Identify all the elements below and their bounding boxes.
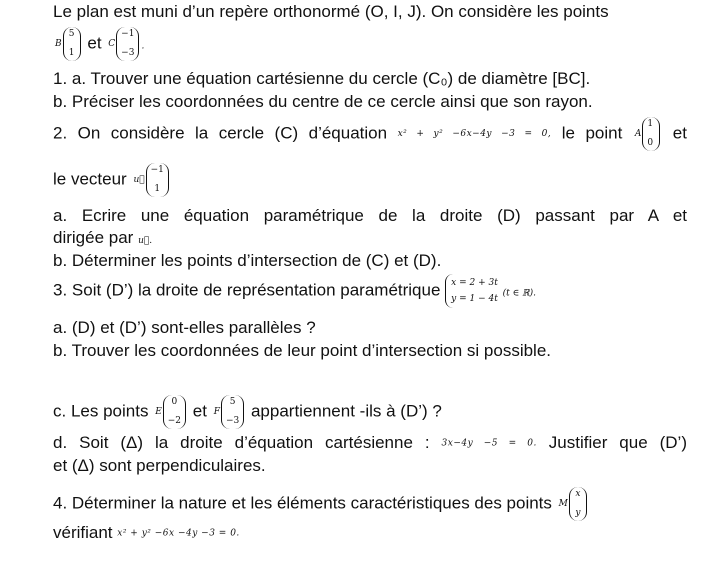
vector-u-ref: u⃗. (138, 236, 153, 246)
point-b-x: 5 (68, 29, 75, 39)
points-bc-line (53, 27, 144, 61)
point-b-label: B (55, 39, 62, 49)
vector-u-line (53, 163, 171, 197)
point-c-coords (116, 27, 139, 61)
q3d-end-text: et (Δ) sont perpendiculaires. (53, 456, 266, 475)
et-text: et (672, 123, 687, 143)
point-b-coords (63, 27, 81, 61)
point-f-x: 5 (229, 397, 236, 407)
point-m-x: x (575, 489, 581, 499)
q2-line (53, 117, 687, 151)
point-a-coords (642, 117, 660, 151)
point-e-x: 0 (171, 397, 178, 407)
point-f-y: −3 (225, 416, 240, 426)
delta-equation: 3x−4y −5 = 0. (441, 438, 537, 449)
q3d-end-line (53, 456, 266, 476)
point-f-coords (221, 395, 244, 429)
q3a-line (53, 318, 316, 338)
point-e (155, 395, 186, 429)
q4-line (53, 487, 589, 521)
point-a-x: 1 (647, 119, 654, 129)
q3b-text: b. Trouver les coordonnées de leur point d’intersection si possible. (53, 341, 552, 360)
q2a-cont-line (53, 228, 152, 251)
q3c-text: c. Les points (53, 401, 149, 421)
point-m-label: M (558, 499, 568, 509)
final-equation: x² + y² −6x −4y −3 = 0. (117, 528, 240, 539)
q2a-text: a. Ecrire une équation paramétrique de la droite (D) passant par A et (53, 206, 687, 225)
et-text: et (192, 401, 207, 421)
le-point-text: le point (561, 123, 623, 143)
vector-u-coords (146, 163, 169, 197)
point-b-y: 1 (68, 48, 75, 58)
point-b (55, 27, 81, 61)
vector-u-x: −1 (150, 165, 164, 175)
system-line-x: x = 2 + 3t (451, 278, 498, 288)
q3c-cont-text: appartiennent -ils à (D’) ? (250, 401, 442, 421)
system-condition: (t ∈ ℝ). (502, 288, 536, 299)
point-m-y: y (575, 508, 581, 518)
q1a-text: 1. a. Trouver une équation cartésienne du cercle (C₀) de diamètre [BC]. (53, 69, 591, 88)
verif-text: vérifiant (53, 523, 113, 542)
point-c (108, 27, 139, 61)
q2a-line (53, 206, 687, 226)
system-line-y: y = 1 − 4t (451, 294, 498, 304)
vector-u-y: 1 (154, 184, 161, 194)
q1b-line (53, 92, 593, 112)
point-f (214, 395, 245, 429)
vector-intro-text: le vecteur (53, 169, 127, 189)
q1b-text: b. Préciser les coordonnées du centre de ce cercle ainsi que son rayon. (53, 92, 593, 111)
point-e-coords (163, 395, 186, 429)
intro-line (53, 2, 609, 22)
q3d-line (53, 433, 687, 454)
q3-text: 3. Soit (D’) la droite de représentation paramétrique (53, 280, 441, 300)
point-e-y: −2 (167, 416, 182, 426)
point-a-y: 0 (647, 138, 654, 148)
q2b-text: b. Déterminer les points d’intersection de (C) et (D). (53, 251, 442, 270)
point-a-label: A (634, 129, 642, 139)
q2a-cont-text: dirigée par (53, 228, 134, 247)
q3d-text: d. Soit (Δ) la droite d’équation cartésienne : (53, 433, 430, 452)
q3a-text: a. (D) et (D’) sont-elles parallèles ? (53, 318, 316, 337)
q3-line (53, 274, 536, 308)
point-a (635, 117, 661, 151)
circle-equation: x² + y² −6x−4y −3 = 0, (397, 129, 552, 139)
q4-text: 4. Déterminer la nature et les éléments caractéristiques des points (53, 493, 552, 513)
point-e-label: E (155, 407, 162, 417)
vector-u-label: u⃗ (133, 175, 145, 185)
vector-u (133, 163, 168, 197)
parametric-system (445, 274, 498, 308)
q3d-cont-text: Justifier que (D’) (548, 433, 687, 452)
q1a-line (53, 69, 590, 89)
q3c-line (53, 395, 442, 429)
point-f-label: F (213, 407, 220, 417)
intro-text: Le plan est muni d’un repère orthonormé (O, I, J). On considère les points (53, 2, 609, 21)
point-m (559, 487, 587, 521)
point-c-label: C (108, 39, 116, 49)
point-m-coords (569, 487, 587, 521)
point-c-y: −3 (121, 48, 135, 58)
q3b-line (53, 341, 551, 361)
point-c-x: −1 (121, 29, 135, 39)
period: . (141, 41, 145, 52)
q2-text: 2. On considère la cercle (C) d’équation (53, 123, 388, 143)
q2b-line (53, 251, 441, 271)
verif-line (53, 523, 240, 544)
et-text: et (87, 33, 102, 53)
